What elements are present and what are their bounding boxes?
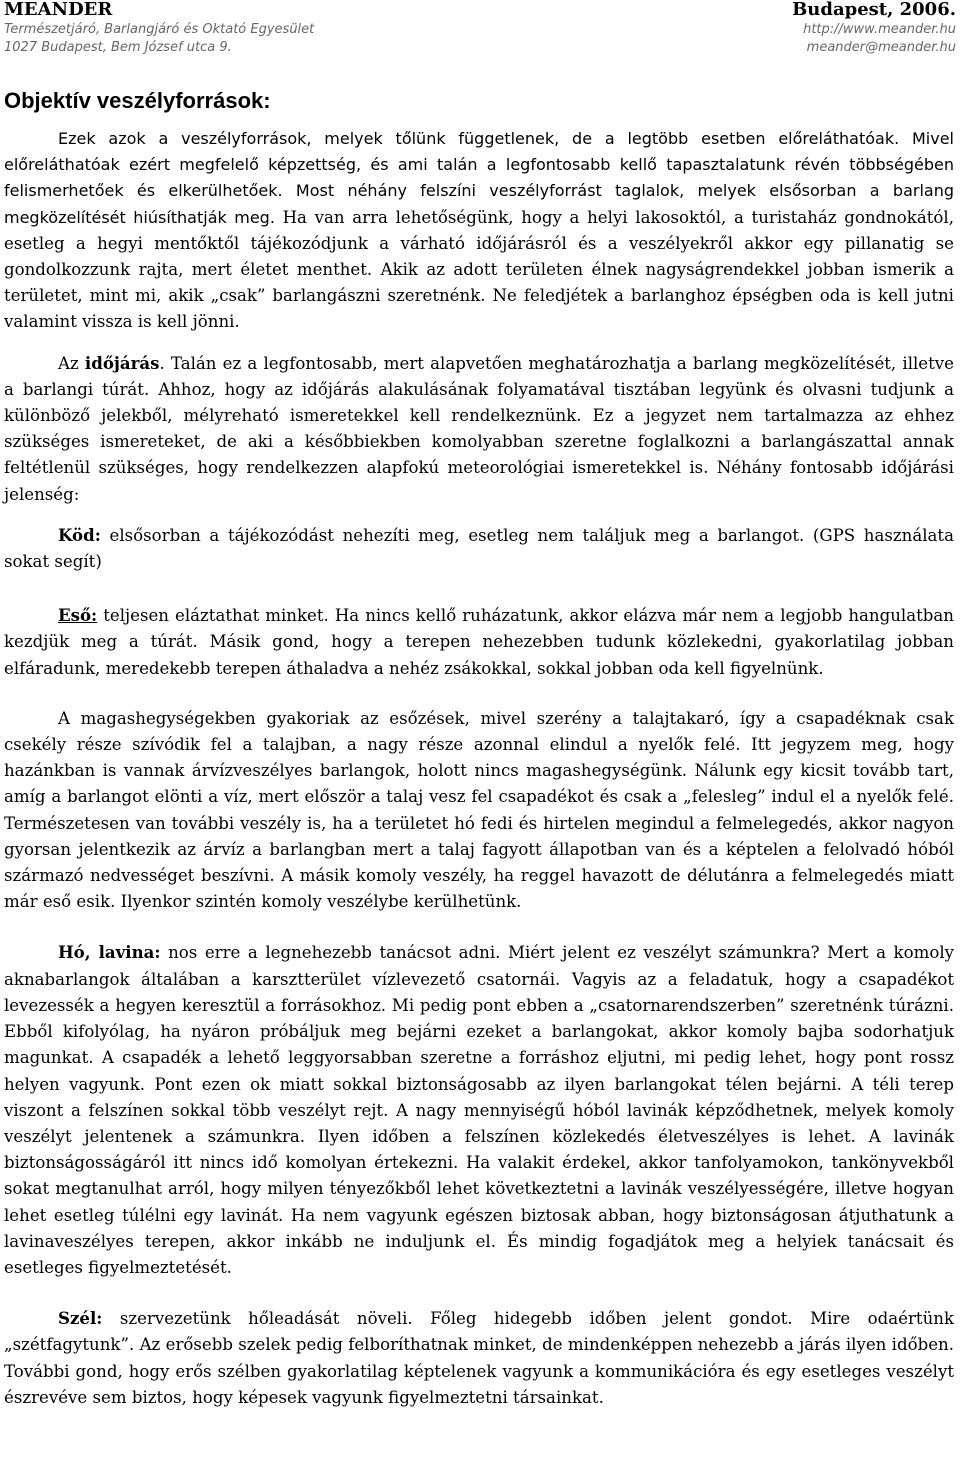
letterhead xyxy=(4,0,956,60)
snow-text: nos erre a legnehezebb tanácsot adni. Miért jelent ez veszélyt számunkra? Mert a komoly aknabarlangok általában a karsztterület vízlevezető csatornái. Vagyis az a feladatuk, hogy a csapadékot levezessék a hegyen keresztül a forrásokhoz. Mi pedig pont ebben a „csatornarendszerben” szeretnénk túrázni. Ebből kifolyólag, ha nyáron próbáljuk meg bejárni ezeket a barlangokat, akkor komoly bajba sodorhatjuk magunkat. A csapadék a lehető leggyorsabban szeretne a forráshoz eljutni, mi pedig lehet, hogy pont rossz helyen vagyunk. Pont ezen ok miatt sokkal biztonságosabb az ilyen barlangokat télen bejárni. A téli terep viszont a felszínen sokkal több veszélyt rejt. A nagy mennyiségű hóból lavinák képződhetnek, melyek komoly veszélyt jelentenek a számunkra. Ilyen időben a felszínen közlekedés életveszélyes is lehet. A lavinák biztonságosságáról itt nincs idő komolyan értekezni. Ha valakit érdekel, akkor tanfolyamokon, tankönyvekből sokat megtanulhat arról, hogy milyen tényezőkből lehet következtetni a lavinák veszélyességére, illetve hogyan lehet esetleg túlélni egy lavinát. Ha nem vagyunk egészen biztosak abban, hogy biztonságosan átjuthatunk a lavinaveszélyes terepen, akkor inkább ne induljunk el. És mindig fogadjátok meg a helyiek tanácsait és esetleges figyelmeztetését. xyxy=(4,943,955,1277)
rain-paragraph-2: A magashegységekben gyakoriak az esőzések, mivel szerény a talajtakaró, így a csapadéknak csak csekély része szívódik fel a talajban, a nagy része azonnal elindul a nyelők felé. Itt jegyzem meg, hogy hazánkban is vannak árvízveszélyes barlangok, holott nincs magashegységünk. Nálunk egy kicsit tovább tart, amíg a barlangot elönti a víz, mert először a talaj vesz fel csapadékot és csak a „felesleg” indul el a nyelők felé. Természetesen van további veszély is, ha a területet hó fedi és hirtelen megindul a felmelegedés, akkor nagyon gyorsan jelentkezik az árvíz a barlangban mert a talaj fagyott állapotban van és a képtelen a felolvadó hóból származó nedvességet beszívni. A másik komoly veszély, ha reggel havazott de délutánra a felmelegedés miatt már eső esik. Ilyenkor szintén komoly veszélybe kerülhetünk. xyxy=(4,708,954,912)
snow-paragraph xyxy=(4,939,954,1281)
document-body xyxy=(4,126,954,1411)
weather-text: . Talán ez a legfontosabb, mert alapvetően meghatározhatja a barlang megközelítését, illetve a barlangi túrát. Ahhoz, hogy az időjárás alakulásának folyamatával tisztában legyünk és olvasni tudjunk a különböző jelekből, mélyreható ismeretekkel kell rendelkeznünk. Ez a jegyzet nem tartalmazza az ehhez szükséges ismereteket, de aki a későbbiekben komolyabban szeretne foglalkozni a barlangászattal annak feltétlenül szükséges, hogy rendelkezzen alapfokú meteorológiai ismeretekkel is. Néhány fontosabb időjárási jelenség: xyxy=(4,353,954,504)
rain-paragraph xyxy=(4,602,954,682)
intro-serif-text: Ha van arra lehetőségünk, hogy a helyi lakosoktól, a turistaház gondnokától, esetleg a hegyi mentőktől tájékozódjunk a várható időjárásról és a veszélyekről akkor egy pillanatig se gondolkozzunk rajta, mert életet menthet. Akik az adott területen élnek nagyságrendekkel jobban ismerik a területet, mint mi, akik „csak” barlangászni szeretnénk. Ne feledjétek a barlanghoz épségben oda is kell jutni valamint vissza is kell jönni. xyxy=(4,207,954,332)
intro-paragraph xyxy=(4,126,954,336)
weather-term: időjárás xyxy=(84,352,160,373)
org-name: MEANDER xyxy=(4,0,113,20)
email-link[interactable]: meander@meander.hu xyxy=(806,40,956,55)
org-full-name: Természetjáró, Barlangjáró és Oktató Egyesület xyxy=(4,22,315,37)
fog-text: elsősorban a tájékozódást nehezíti meg, esetleg nem találjuk meg a barlangot. (GPS használata sokat segít) xyxy=(4,525,954,572)
rain-term: Eső: xyxy=(58,605,98,626)
place-date: Budapest, 2006. xyxy=(792,0,956,20)
fog-term: Köd: xyxy=(58,524,101,545)
org-address: 1027 Budapest, Bem József utca 9. xyxy=(4,40,232,55)
section-title: Objektív veszélyforrások: xyxy=(4,88,271,113)
website-link[interactable]: http://www.meander.hu xyxy=(803,22,956,37)
wind-text: szervezetünk hőleadását növeli. Főleg hidegebb időben jelent gondot. Mire odaértünk „szétfagytunk”. Az erősebb szelek pedig felboríthatnak minket, de mindenképpen nehezebb a járás ilyen időben. További gond, hogy erős szélben gyakorlatilag képtelenek vagyunk a kommunikációra és egy esetleges veszélyt észrevéve sem biztos, hogy képesek vagyunk figyelmeztetni társainkat. xyxy=(4,1309,954,1407)
snow-term: Hó, lavina: xyxy=(58,942,161,963)
wind-term: Szél: xyxy=(58,1308,103,1329)
wind-paragraph xyxy=(4,1305,954,1411)
intro-sans-text: Ezek azok a veszélyforrások, melyek tőlünk függetlenek, de a legtöbb esetben előreláthatóak. Mivel előreláthatóak ezért megfelelő képzettség, és ami talán a legfontosabb kellő tapasztalatunk révén többségében felismerhetőek és elkerülhetőek. Most néhány felszíni veszélyforrást taglalok, melyek elsősorban a barlang megközelítését hiúsíthatják meg. xyxy=(4,129,954,227)
rain-text: teljesen eláztathat minket. Ha nincs kellő ruházatunk, akkor elázva már nem a legjobb hangulatban kezdjük meg a túrát. Másik gond, hogy a terepen nehezebben tudunk közlekedni, gyakorlatilag jobban elfáradunk, meredekebb terepen áthaladva a nehéz zsákokkal, sokkal jobban oda kell figyelnünk. xyxy=(4,606,954,678)
weather-paragraph xyxy=(4,350,954,508)
fog-paragraph xyxy=(4,522,954,575)
weather-prefix: Az xyxy=(58,353,85,373)
